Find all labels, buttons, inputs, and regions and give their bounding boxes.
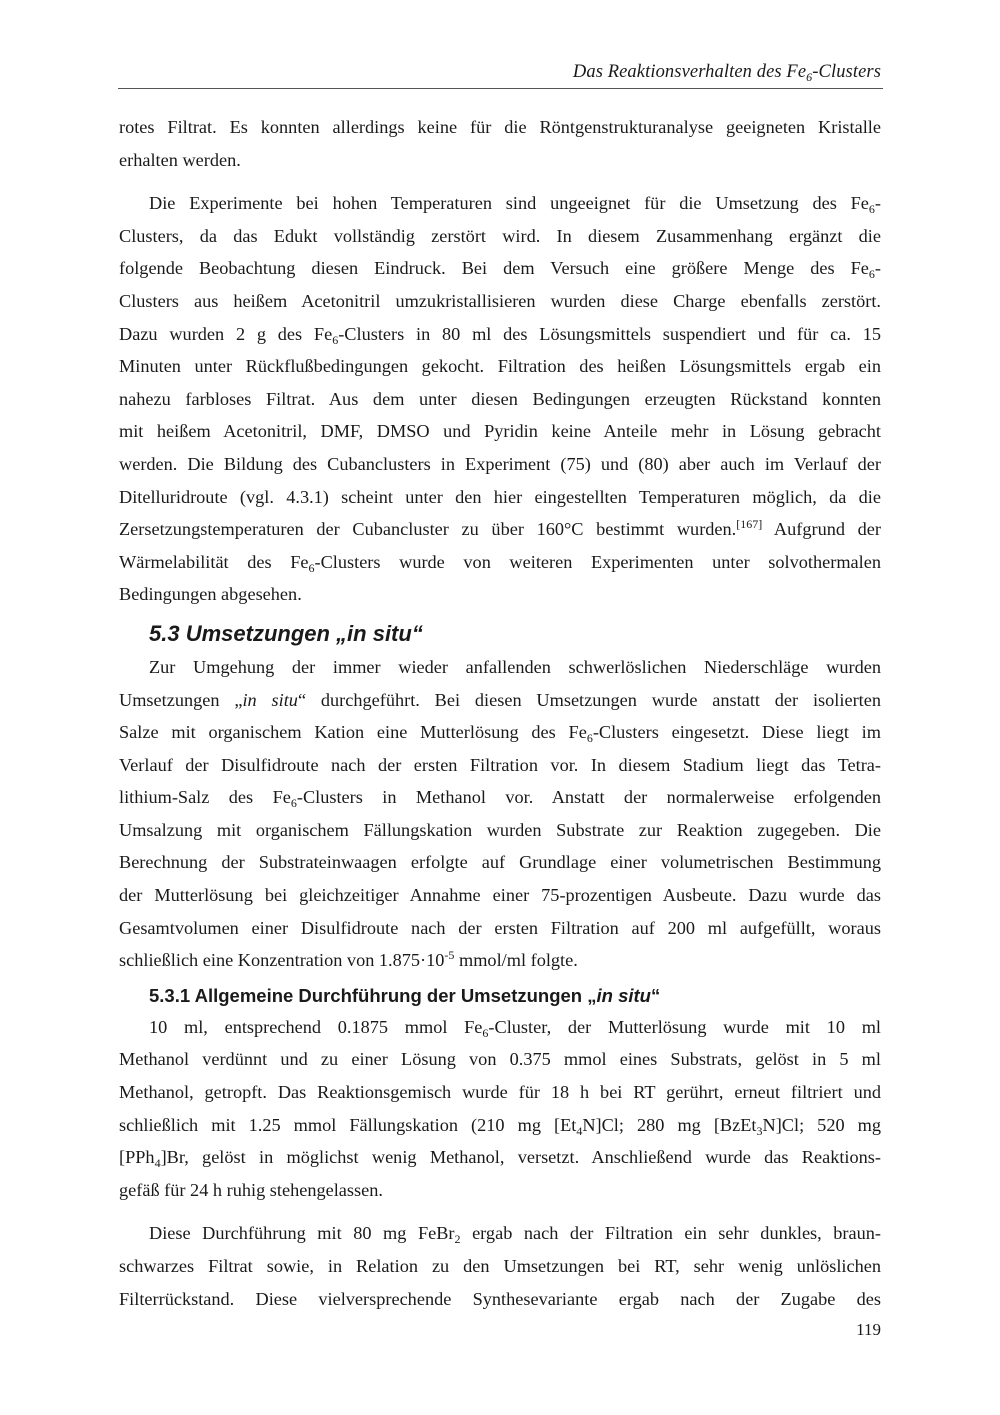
paragraph-3 [119,651,881,977]
text-line: Gesamtvolumen einer Disulfidroute nach der ersten Filtration auf 200 ml aufgefüllt, woraus [119,917,881,938]
text-line: Verlauf der Disulfidroute nach der ersten Filtration vor. In diesem Stadium liegt das Tetra- [119,754,881,775]
text-line: Dazu wurden 2 g des $Fe_6$-Clusters in 80 ml des Lösungsmittels suspendiert und für ca. 15 [119,323,881,347]
text-line: schwarzes Filtrat sowie, in Relation zu den Umsetzungen bei RT, sehr wenig unlöslichen [119,1256,881,1276]
text-line: nahezu farbloses Filtrat. Aus dem unter diesen Bedingungen erzeugten Rückstand konnten [119,388,881,409]
text-line: der Mutterlösung bei gleichzeitiger Annahme einer 75-prozentigen Ausbeute. Dazu wurde das [119,885,881,906]
paragraph-4 [119,1011,881,1207]
text-line: mit heißem Acetonitril, DMF, DMSO und Pyridin keine Anteile mehr in Lösung gebracht [119,421,881,442]
paragraph-1 [119,111,881,176]
text-line: Die Experimente bei hohen Temperaturen sind ungeeignet für die Umsetzung des $Fe_6-$ [149,193,881,217]
text-line: Diese Durchführung mit 80 mg FeBr$_2$ ergab nach der Filtration ein sehr dunkles, braun- [149,1223,882,1247]
text-line: werden. Die Bildung des Cubanclusters in Experiment (75) und (80) aber auch im Verlauf der [119,453,881,474]
text-line: folgende Beobachtung diesen Eindruck. Bei dem Versuch eine größere Menge des $Fe_6-$ [119,258,881,282]
text-line: Filterrückstand. Diese vielversprechende Synthesevariante ergab nach der Zugabe des [119,1288,881,1309]
text-line: Wärmelabilität des $Fe_6$-Clusters wurde von weiteren Experimenten unter solvothermalen [119,551,881,575]
section-heading: 5.3 Umsetzungen „in situ“ [149,620,423,646]
text-line: Clusters aus heißem Acetonitril umzukristallisieren wurden diese Charge ebenfalls zerstört. [119,290,881,311]
citation: [167] [736,517,763,532]
text-line: [PPh$_4$]Br, gelöst in möglichst wenig Methanol, versetzt. Anschließend wurde das Reaktions- [119,1147,881,1171]
text-line: gefäß für 24 h ruhig stehengelassen. [119,1179,383,1200]
paragraph-5 [119,1217,881,1315]
text-line: Bedingungen abgesehen. [119,584,302,605]
text-line: Methanol verdünnt und zu einer Lösung von 0.375 mmol eines Substrats, gelöst in 5 ml [119,1049,881,1070]
subsection-heading: 5.3.1 Allgemeine Durchführung der Umsetzungen „in situ“ [149,984,661,1006]
text-line: 10 ml, entsprechend 0.1875 mmol $Fe_6$-Cluster, der Mutterlösung wurde mit 10 ml [149,1016,881,1040]
text-line: Methanol, getropft. Das Reaktionsgemisch wurde für 18 h bei RT gerührt, erneut filtriert und [119,1082,881,1103]
text-line: Zur Umgehung der immer wieder anfallenden schwerlöslichen Niederschläge wurden [149,656,881,677]
paragraph-2 [119,187,881,611]
header-title: Das Reaktionsverhalten des $Fe_6$-Clusters [572,62,881,84]
page-number: 119 [856,1320,881,1339]
text-line: Clusters, da das Edukt vollständig zerstört wird. In diesem Zusammenhang ergänzt die [119,225,881,246]
page-body [119,111,881,1315]
text-line: Ditelluridroute (vgl. 4.3.1) scheint unter den hier eingestellten Temperaturen möglich, da die [119,486,881,507]
text-line: schließlich eine Konzentration von $1.875\cdot 10^{-5}$ mmol/ml folgte. [119,948,578,971]
text-line: schließlich mit 1.25 mmol Fällungskation (210 mg $[Et_4N]Cl$; 280 mg [BzEt$_3$N]Cl; 520 mg [119,1114,881,1138]
text-line: erhalten werden. [119,149,241,170]
text-line: Berechnung der Substrateinwaagen erfolgte auf Grundlage einer volumetrischen Bestimmung [119,852,881,873]
text-line: Salze mit organischem Kation eine Mutterlösung des $Fe_6$-Clusters eingesetzt. Diese liegt im [119,722,881,746]
text-line: Umsetzungen „in situ“ durchgeführt. Bei diesen Umsetzungen wurde anstatt der isolierten [119,689,881,710]
text-line: Umsalzung mit organischem Fällungskation wurden Substrate zur Reaktion zugegeben. Die [119,819,881,840]
text-line: Zersetzungstemperaturen der Cubancluster zu über 160°C bestimmt wurden.[167] Aufgrund der [119,517,881,540]
text-line: rotes Filtrat. Es konnten allerdings keine für die Röntgenstrukturanalyse geeigneten Kristalle [119,117,881,137]
text-line: lithium-Salz des $Fe_6$-Clusters in Methanol vor. Anstatt der normalerweise erfolgenden [119,787,881,811]
running-header [118,58,883,89]
text-line: Minuten unter Rückflußbedingungen gekocht. Filtration des heißen Lösungsmittels ergab ein [119,356,881,377]
